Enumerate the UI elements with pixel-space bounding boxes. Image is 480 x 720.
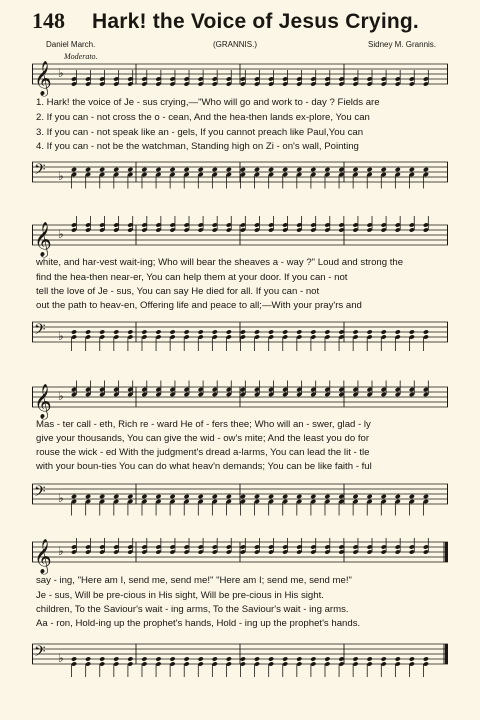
lyric-line: rouse the wick - ed With the judgment's dread a-larms, You can lead the lit - tle [36, 447, 370, 458]
note-head-icon [169, 329, 175, 334]
note-head-icon [395, 167, 401, 172]
note-head-icon [367, 329, 373, 334]
lyric-line: with your boun-ties You can do what heav'n demands; You can be like faith - ful [36, 461, 372, 472]
treble-clef-icon: 𝄞 [34, 384, 52, 419]
note-head-icon [71, 329, 77, 334]
note-head-icon [71, 656, 77, 661]
bass-clef-icon: 𝄢 [34, 321, 46, 342]
note-head-icon [85, 494, 91, 499]
bass-clef-icon: 𝄢 [34, 643, 46, 664]
key-signature-flat-icon: ♭ [58, 544, 64, 558]
note-head-icon [155, 494, 161, 499]
note-head-icon [226, 329, 232, 334]
note-head-icon [282, 494, 288, 499]
hymn-number: 148 [32, 8, 65, 33]
note-head-icon [113, 167, 119, 172]
note-head-icon [409, 167, 415, 172]
note-head-icon [254, 494, 260, 499]
note-head-icon [268, 494, 274, 499]
treble-clef-icon: 𝄞 [34, 61, 52, 96]
lyric-line: give your thousands, You can give the wid - ow's mite; And the least you do for [36, 433, 370, 444]
note-head-icon [381, 494, 387, 499]
note-head-icon [155, 329, 161, 334]
note-head-icon [99, 494, 105, 499]
note-head-icon [226, 494, 232, 499]
note-head-icon [198, 167, 204, 172]
note-head-icon [85, 329, 91, 334]
note-head-icon [198, 656, 204, 661]
treble-clef-icon: 𝄞 [34, 222, 52, 257]
note-head-icon [212, 329, 218, 334]
note-head-icon [113, 494, 119, 499]
note-head-icon [324, 656, 330, 661]
note-head-icon [310, 494, 316, 499]
lyric-line: say - ing, "Here am I, send me, send me!" "Here am I; send me, send me!" [36, 575, 352, 586]
note-head-icon [282, 167, 288, 172]
note-head-icon [296, 494, 302, 499]
arranger-credit: Sidney M. Grannis. [368, 40, 437, 49]
lyric-line: 3. If you can - not speak like an - gels, If you cannot preach like Paul,You can [36, 127, 364, 138]
note-head-icon [296, 656, 302, 661]
note-head-icon [409, 494, 415, 499]
note-head-icon [155, 656, 161, 661]
bass-staff-system-4 [32, 632, 448, 677]
key-signature-flat-icon: ♭ [58, 227, 64, 241]
note-head-icon [268, 329, 274, 334]
note-head-icon [324, 167, 330, 172]
note-head-icon [268, 656, 274, 661]
tempo-marking: Moderato. [64, 52, 98, 61]
note-head-icon [324, 494, 330, 499]
note-head-icon [212, 494, 218, 499]
note-head-icon [423, 167, 429, 172]
note-head-icon [423, 656, 429, 661]
note-head-icon [381, 329, 387, 334]
note-head-icon [240, 494, 246, 499]
note-head-icon [212, 656, 218, 661]
note-head-icon [381, 656, 387, 661]
note-head-icon [310, 167, 316, 172]
key-signature-flat-icon: ♭ [58, 491, 64, 505]
note-head-icon [282, 329, 288, 334]
note-head-icon [352, 167, 358, 172]
note-head-icon [155, 167, 161, 172]
note-head-icon [169, 494, 175, 499]
note-head-icon [254, 656, 260, 661]
note-head-icon [169, 656, 175, 661]
note-head-icon [296, 167, 302, 172]
note-head-icon [198, 329, 204, 334]
note-head-icon [240, 656, 246, 661]
lyric-line: 2. If you can - not cross the o - cean, And the hea-then lands ex-plore, You can [36, 112, 370, 123]
treble-staff-system-1 [32, 52, 448, 97]
note-head-icon [409, 656, 415, 661]
note-head-icon [352, 329, 358, 334]
lyric-line: 4. If you can - not be the watchman, Standing high on Zi - on's wall, Pointing [36, 141, 359, 152]
note-head-icon [113, 329, 119, 334]
note-head-icon [141, 656, 147, 661]
composer-credit: Daniel March. [46, 40, 96, 49]
treble-clef-icon: 𝄞 [34, 539, 52, 574]
note-head-icon [127, 494, 133, 499]
note-head-icon [367, 167, 373, 172]
note-head-icon [282, 656, 288, 661]
lyric-line: 1. Hark! the voice of Je - sus crying,—"Who will go and work to - day ? Fields are [36, 97, 380, 108]
key-signature-flat-icon: ♭ [58, 651, 64, 665]
note-head-icon [352, 656, 358, 661]
note-head-icon [212, 167, 218, 172]
note-head-icon [254, 167, 260, 172]
lyric-line: find the hea-then near-er, You can help them at your door. If you can - not [36, 272, 348, 283]
bass-staff-system-1 [32, 150, 448, 195]
note-head-icon [240, 329, 246, 334]
note-head-icon [254, 329, 260, 334]
bass-clef-icon: 𝄢 [34, 161, 46, 182]
key-signature-flat-icon: ♭ [58, 389, 64, 403]
note-head-icon [395, 494, 401, 499]
note-head-icon [127, 329, 133, 334]
note-head-icon [423, 329, 429, 334]
note-head-icon [352, 494, 358, 499]
note-head-icon [226, 167, 232, 172]
lyric-line: Aa - ron, Hold-ing up the prophet's hands, Hold - ing up the prophet's hands. [36, 618, 361, 629]
note-head-icon [113, 656, 119, 661]
note-head-icon [395, 656, 401, 661]
note-head-icon [324, 329, 330, 334]
note-head-icon [169, 167, 175, 172]
lyric-line: children, To the Saviour's wait - ing arms, To the Saviour's wait - ing arms. [36, 604, 349, 615]
lyric-line: tell the love of Je - sus, You can say He died for all. If you can - not [36, 286, 320, 297]
note-head-icon [184, 494, 190, 499]
lyric-line: out the path to heav-en, Offering life and peace to all;—With your pray'rs and [36, 300, 362, 311]
treble-staff-system-3 [32, 375, 448, 420]
note-head-icon [184, 329, 190, 334]
note-head-icon [99, 329, 105, 334]
note-head-icon [310, 329, 316, 334]
note-head-icon [141, 167, 147, 172]
note-head-icon [381, 167, 387, 172]
note-head-icon [99, 167, 105, 172]
note-head-icon [395, 329, 401, 334]
hymn-title: Hark! the Voice of Jesus Crying. [92, 10, 419, 33]
note-head-icon [127, 656, 133, 661]
note-head-icon [409, 329, 415, 334]
note-head-icon [85, 167, 91, 172]
treble-staff-system-2 [32, 213, 448, 258]
lyric-line: Je - sus, Will be pre-cious in His sight, Will be pre-cious in His sight. [36, 590, 324, 601]
note-head-icon [367, 656, 373, 661]
bass-staff-system-2 [32, 310, 448, 355]
key-signature-flat-icon: ♭ [58, 66, 64, 80]
note-head-icon [127, 167, 133, 172]
note-head-icon [310, 656, 316, 661]
note-head-icon [85, 656, 91, 661]
lyric-line: Mas - ter call - eth, Rich re - ward He of - fers thee; Who will an - swer, glad - ly [36, 419, 371, 430]
tune-name: (GRANNIS.) [213, 40, 257, 49]
note-head-icon [226, 656, 232, 661]
note-head-icon [71, 494, 77, 499]
note-head-icon [184, 656, 190, 661]
lyric-line: white, and har-vest wait-ing; Who will bear the sheaves a - way ?" Loud and strong the [36, 257, 404, 268]
note-head-icon [268, 167, 274, 172]
key-signature-flat-icon: ♭ [58, 169, 64, 183]
note-head-icon [71, 167, 77, 172]
note-head-icon [296, 329, 302, 334]
note-head-icon [198, 494, 204, 499]
note-head-icon [367, 494, 373, 499]
note-head-icon [99, 656, 105, 661]
note-head-icon [423, 494, 429, 499]
note-head-icon [184, 167, 190, 172]
bass-staff-system-3 [32, 472, 448, 517]
note-head-icon [141, 329, 147, 334]
treble-staff-system-4 [32, 530, 448, 575]
note-head-icon [240, 167, 246, 172]
bass-clef-icon: 𝄢 [34, 483, 46, 504]
key-signature-flat-icon: ♭ [58, 329, 64, 343]
note-head-icon [141, 494, 147, 499]
